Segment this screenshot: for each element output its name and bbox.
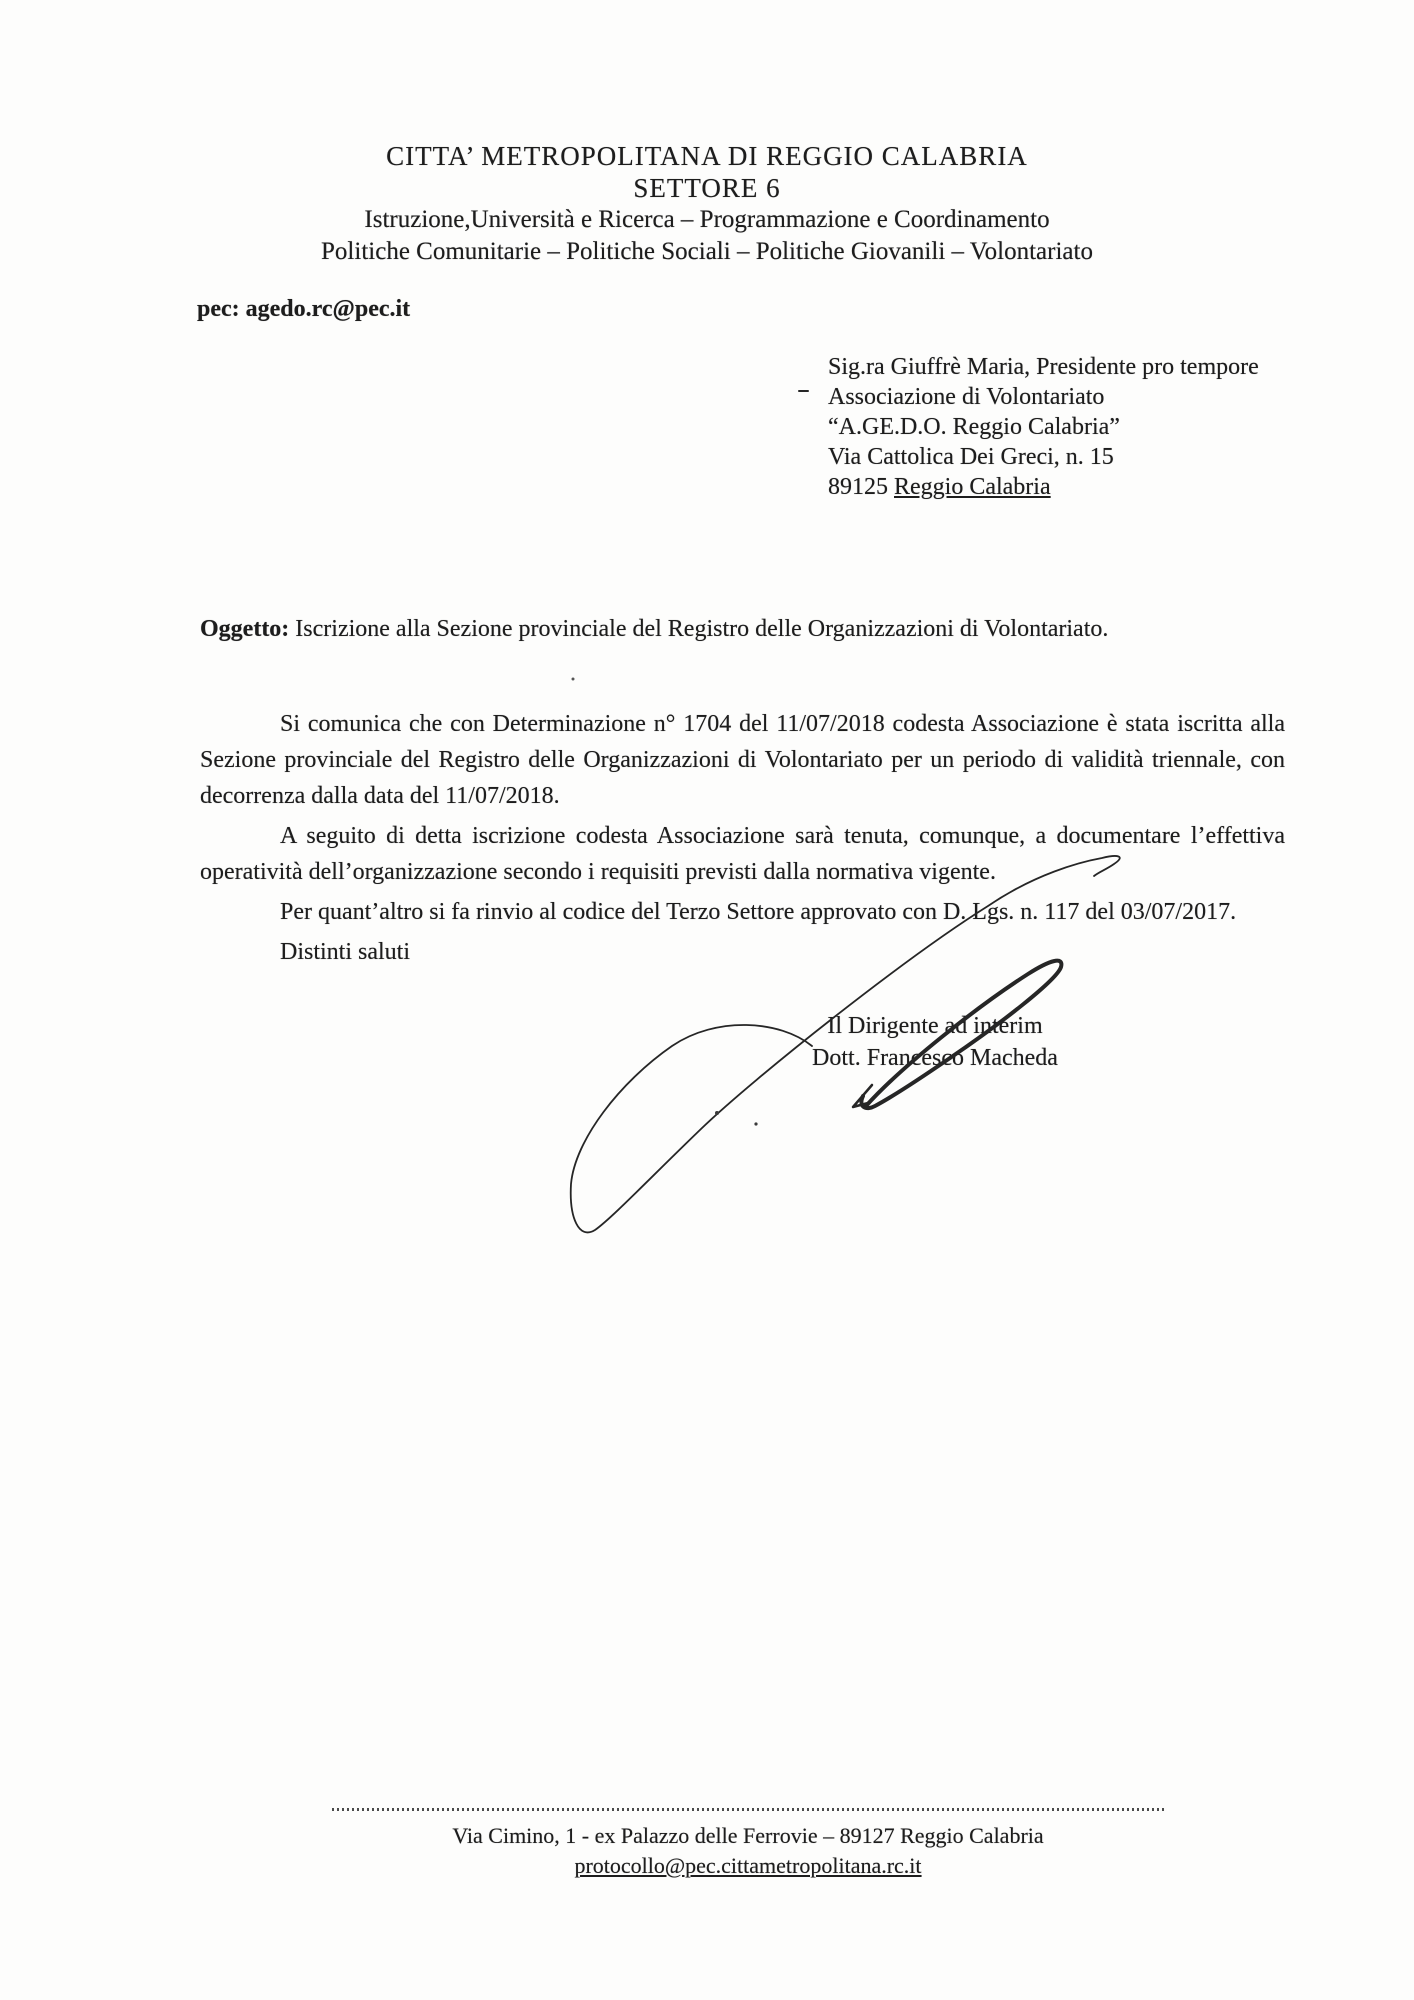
letterhead — [0, 140, 1414, 268]
recipient-name-line: Sig.ra Giuffrè Maria, Presidente pro tempore — [828, 354, 1259, 380]
recipient-city-line — [828, 472, 1259, 502]
recipient-zip: 89125 — [828, 474, 894, 500]
recipient-block — [828, 352, 1259, 502]
footer-address: Via Cimino, 1 - ex Palazzo delle Ferrovie – 89127 Reggio Calabria — [452, 1823, 1044, 1848]
footer-dotted-separator — [332, 1808, 1164, 1811]
signature-name: Dott. Francesco Macheda — [812, 1045, 1058, 1071]
signature-block — [770, 1010, 1100, 1074]
signature-stroke-tick — [853, 1085, 872, 1107]
subject-label: Oggetto: — [200, 616, 290, 642]
ink-speck — [572, 678, 575, 681]
letterhead-dept-line2: Politiche Comunitarie – Politiche Sociali – Politiche Giovanili – Volontariato — [321, 238, 1093, 265]
closing-salutation: Distinti saluti — [280, 939, 411, 965]
paragraph-2: A seguito di detta iscrizione codesta Associazione sarà tenuta, comunque, a documentare l’effettiva operatività dell’organizzazione secondo i requisiti previsti dalla normativa vigente. — [200, 823, 1285, 885]
recipient-street-line: Via Cattolica Dei Greci, n. 15 — [828, 444, 1114, 470]
paragraph-1: Si comunica che con Determinazione n° 1704 del 11/07/2018 codesta Associazione è stata iscritta alla Sezione provinciale del Registro delle Organizzazioni di Volontariato per un periodo di validità triennale, con decorrenza dalla data del 11/07/2018. — [200, 711, 1285, 809]
footer-email: protocollo@pec.cittametropolitana.rc.it — [574, 1853, 922, 1878]
paragraph-3: Per quant’altro si fa rinvio al codice del Terzo Settore approvato con D. Lgs. n. 117 del 03/07/2017. — [280, 899, 1237, 925]
letterhead-org-name: CITTA’ METROPOLITANA DI REGGIO CALABRIA — [386, 141, 1028, 171]
letter-footer — [302, 1808, 1194, 1881]
recipient-association-name: “A.GE.D.O. Reggio Calabria” — [828, 414, 1120, 440]
signature-role: Il Dirigente ad interim — [827, 1013, 1043, 1039]
pec-address-line: pec: agedo.rc@pec.it — [197, 296, 411, 322]
ink-speck — [715, 1111, 719, 1115]
subject-text: Iscrizione alla Sezione provinciale del Registro delle Organizzazioni di Volontariato. — [289, 616, 1109, 642]
recipient-association-line: Associazione di Volontariato — [828, 384, 1105, 410]
letter-body — [200, 706, 1285, 974]
letterhead-sector: SETTORE 6 — [633, 173, 781, 203]
letterhead-dept-line1: Istruzione,Università e Ricerca – Programmazione e Coordinamento — [364, 206, 1050, 233]
recipient-city: Reggio Calabria — [894, 474, 1051, 500]
ink-speck — [754, 1122, 757, 1125]
subject-line — [200, 616, 1290, 643]
